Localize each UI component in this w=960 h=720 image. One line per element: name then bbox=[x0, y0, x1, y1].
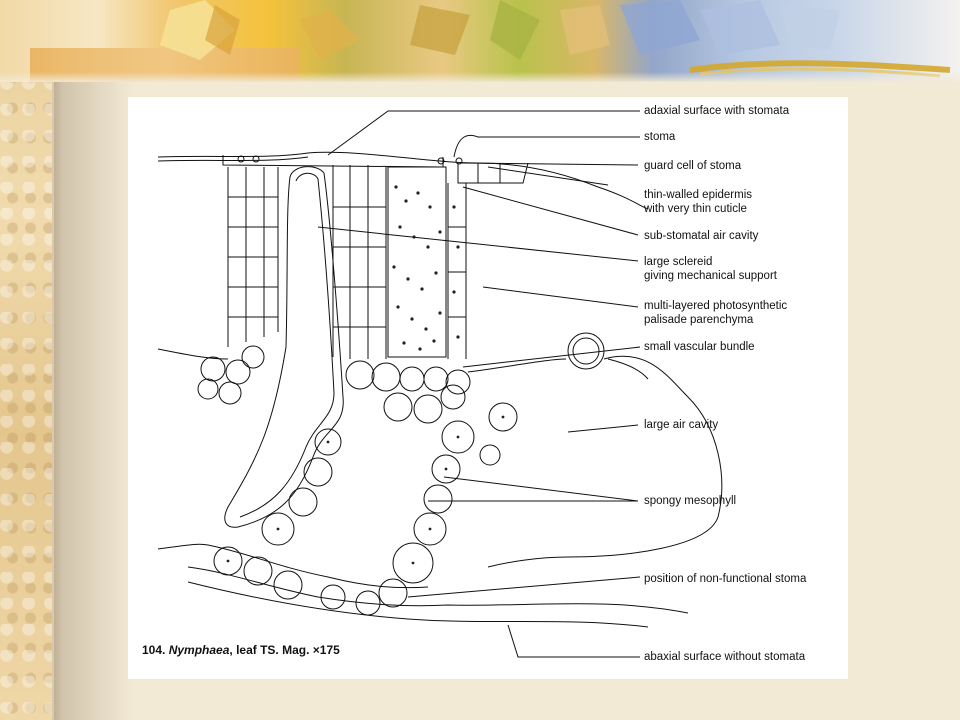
label-abaxial-surface: abaxial surface without stomata bbox=[644, 651, 806, 663]
label-stoma: stoma bbox=[644, 131, 676, 143]
label-mechanical-support: giving mechanical support bbox=[644, 270, 777, 282]
caption-magnification: ×175 bbox=[312, 643, 340, 657]
label-large-sclereid: large sclereid bbox=[644, 256, 713, 268]
caption-number: 104. bbox=[142, 643, 166, 657]
caption-description: , leaf TS. Mag. bbox=[229, 643, 310, 657]
leaf-decoration-icon bbox=[0, 0, 960, 82]
label-guard-cell: guard cell of stoma bbox=[644, 160, 742, 172]
label-spongy-mesophyll: spongy mesophyll bbox=[644, 495, 737, 507]
label-non-functional-stoma: position of non-functional stoma bbox=[644, 573, 807, 585]
label-photosynthetic: multi-layered photosynthetic bbox=[644, 300, 788, 312]
label-thin-walled-epidermis: thin-walled epidermis bbox=[644, 189, 753, 201]
leaf-cross-section-diagram bbox=[128, 97, 848, 679]
label-palisade-parenchyma: palisade parenchyma bbox=[644, 314, 754, 326]
label-sub-stomatal-cavity: sub-stomatal air cavity bbox=[644, 230, 759, 242]
label-large-air-cavity: large air cavity bbox=[644, 419, 719, 431]
parchment-strip bbox=[0, 0, 52, 720]
figure-caption bbox=[142, 643, 340, 657]
card-shadow bbox=[54, 82, 134, 720]
label-thin-cuticle: with very thin cuticle bbox=[644, 203, 747, 215]
label-adaxial-surface: adaxial surface with stomata bbox=[644, 105, 790, 117]
label-vascular-bundle: small vascular bundle bbox=[644, 341, 755, 353]
diagram-card bbox=[128, 97, 848, 679]
caption-genus: Nymphaea bbox=[168, 643, 230, 657]
decorative-banner bbox=[0, 0, 960, 82]
